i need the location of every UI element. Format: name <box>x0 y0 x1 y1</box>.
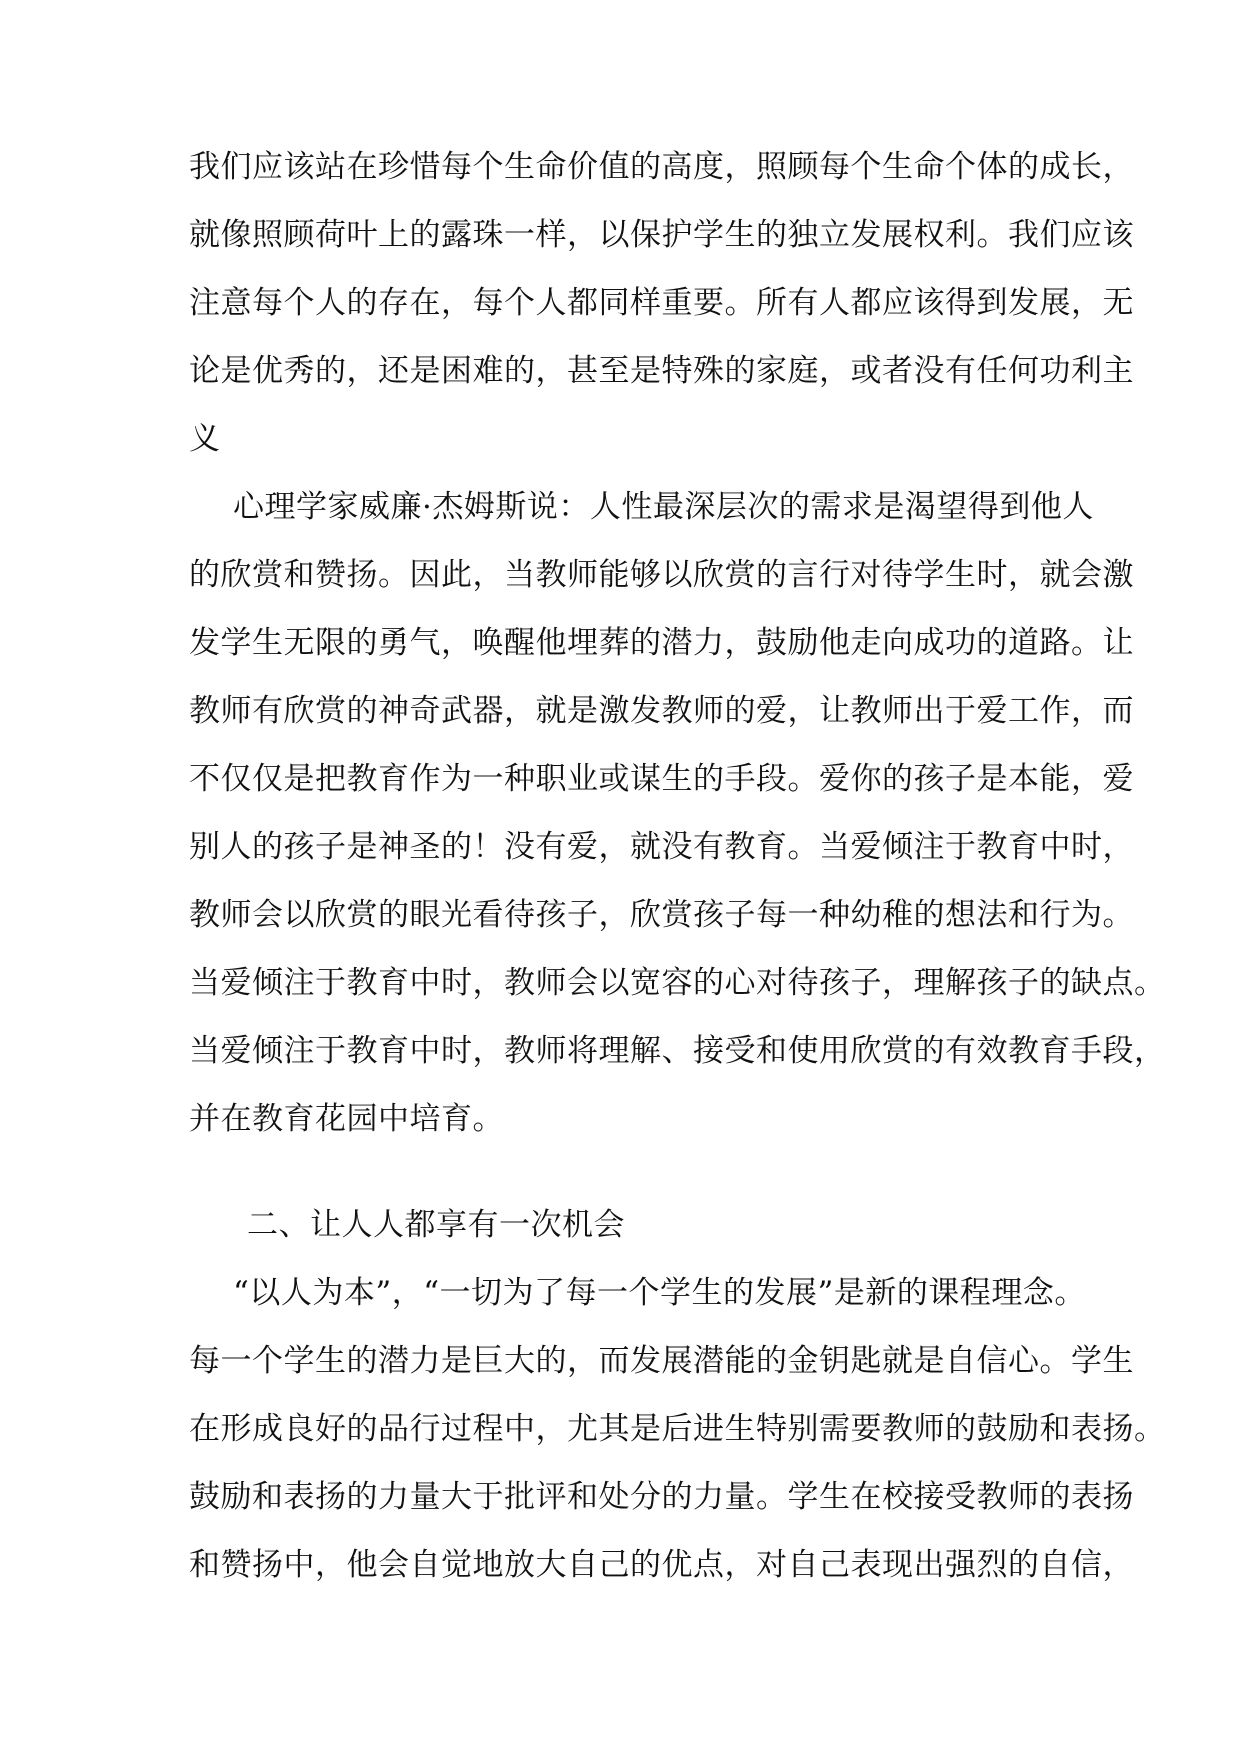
paragraph-1-line-2: 就像照顾荷叶上的露珠一样，以保护学生的独立发展权利。我们应该 <box>189 217 1134 253</box>
paragraph-3-line-5: 和赞扬中，他会自觉地放大自己的优点，对自己表现出强烈的自信， <box>189 1547 1134 1583</box>
paragraph-1-line-4: 论是优秀的，还是困难的，甚至是特殊的家庭，或者没有任何功利主 <box>189 353 1134 389</box>
paragraph-3-line-3: 在形成良好的品行过程中，尤其是后进生特别需要教师的鼓励和表扬。 <box>189 1411 1166 1447</box>
paragraph-2-line-5: 不仅仅是把教育作为一种职业或谋生的手段。爱你的孩子是本能，爱 <box>189 761 1134 797</box>
paragraph-2-line-7: 教师会以欣赏的眼光看待孩子，欣赏孩子每一种幼稚的想法和行为。 <box>189 897 1134 933</box>
paragraph-3-line-2: 每一个学生的潜力是巨大的，而发展潜能的金钥匙就是自信心。学生 <box>189 1343 1134 1379</box>
paragraph-2-line-4: 教师有欣赏的神奇武器，就是激发教师的爱，让教师出于爱工作，而 <box>189 693 1134 729</box>
paragraph-2-line-8: 当爱倾注于教育中时，教师会以宽容的心对待孩子，理解孩子的缺点。 <box>189 965 1166 1001</box>
paragraph-2-line-1: 心理学家威廉·杰姆斯说：人性最深层次的需求是渴望得到他人 <box>233 489 1094 525</box>
paragraph-1-line-5: 义 <box>189 421 221 457</box>
paragraph-2-line-2: 的欣赏和赞扬。因此，当教师能够以欣赏的言行对待学生时，就会激 <box>189 557 1134 593</box>
paragraph-2-line-9: 当爱倾注于教育中时，教师将理解、接受和使用欣赏的有效教育手段， <box>189 1033 1166 1069</box>
paragraph-1-line-1: 我们应该站在珍惜每个生命价值的高度，照顾每个生命个体的成长， <box>189 149 1134 185</box>
paragraph-2-line-3: 发学生无限的勇气，唤醒他埋葬的潜力，鼓励他走向成功的道路。让 <box>189 625 1134 661</box>
paragraph-2-line-6: 别人的孩子是神圣的！没有爱，就没有教育。当爱倾注于教育中时， <box>189 829 1134 865</box>
section-heading: 二、让人人都享有一次机会 <box>247 1207 625 1243</box>
paragraph-3-line-1: “以人为本”，“一切为了每一个学生的发展”是新的课程理念。 <box>233 1275 1086 1311</box>
paragraph-1-line-3: 注意每个人的存在，每个人都同样重要。所有人都应该得到发展，无 <box>189 285 1134 321</box>
paragraph-3-line-4: 鼓励和表扬的力量大于批评和处分的力量。学生在校接受教师的表扬 <box>189 1479 1134 1515</box>
paragraph-2-line-10: 并在教育花园中培育。 <box>189 1101 504 1137</box>
